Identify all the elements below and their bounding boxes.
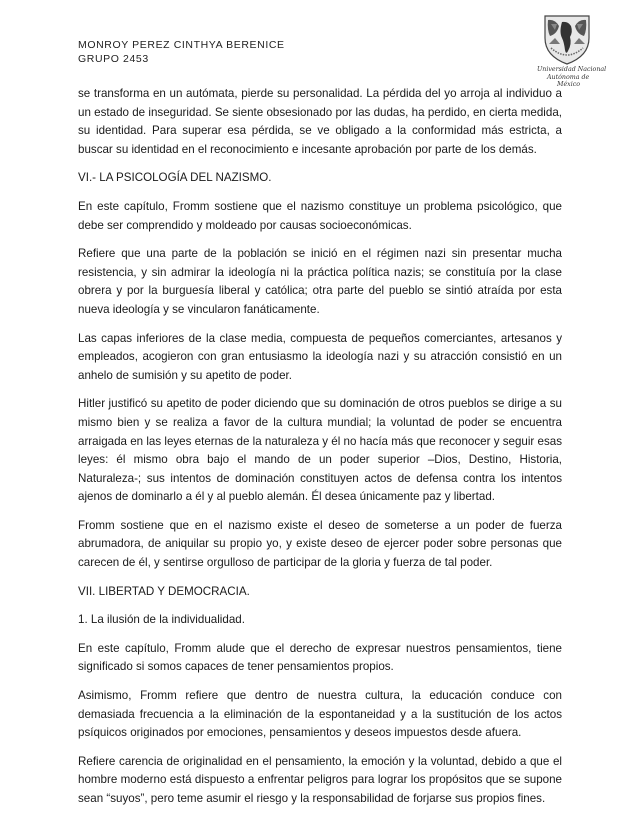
paragraph: Refiere que una parte de la población se inició en el régimen nazi sin presentar mucha resistencia, y sin admirar la ideología ni la práctica política nazis; se constituía por la clase obrera y por la burguesía liberal y católica; otra parte del pueblo se sintió atraída por esta nueva ideología y se vincularon fanáticamente.	[78, 247, 562, 316]
paragraph: Hitler justificó su apetito de poder diciendo que su dominación de otros pueblos se dirige a su mismo bien y se realiza a favor de la cultura mundial; la voluntad de poder se encuentra arraigada en las leyes eternas de la naturaleza y él no hacía más que reconocer y seguir esas leyes: él mismo obra bajo el mando de un poder superior –Dios, Destino, Historia, Naturaleza-; sus intentos de dominación constituyen actos de defensa contra los intentos ajenos de dominarlo a él y al pueblo alemán. Él desea únicamente paz y libertad.	[78, 397, 562, 504]
paragraph: Fromm sostiene que en el nazismo existe el deseo de someterse a un poder de fuerza abrumadora, de aniquilar su propio yo, y existe deseo de ejercer poder sobre personas que carecen de él, y sentirse orgulloso de participar de la gloria y fuerza de tal poder.	[78, 518, 562, 570]
paragraph: En este capítulo, Fromm sostiene que el nazismo constituye un problema psicológico, que debe ser comprendido y moldeado por causas socioeconómicas.	[78, 199, 562, 232]
university-line-2: Autónoma de	[547, 73, 590, 81]
subsection-heading: 1. La ilusión de la individualidad.	[78, 613, 245, 627]
author-name: MONROY PEREZ CINTHYA BERENICE	[78, 39, 285, 51]
university-line-3: México	[557, 81, 581, 89]
document-body	[78, 85, 562, 819]
paragraph: se transforma en un autómata, pierde su personalidad. La pérdida del yo arroja al individuo a un estado de inseguridad. Se siente obsesionado por las dudas, ha perdido, en cierta medida, su identidad. Para superar esa pérdida, se ve obligado a la conformidad más estricta, a buscar su identidad en el reconocimiento e incesante aprobación por parte de los demás.	[78, 87, 562, 156]
document-header	[78, 38, 285, 66]
paragraph: Refiere carencia de originalidad en el pensamiento, la emoción y la voluntad, debido a que el hombre moderno está dispuesto a enfrentar peligros para lograr los propósitos que se supone sean “suyos”, pero teme asumir el riesgo y la responsabilidad de forjarse sus propios fines.	[78, 754, 562, 805]
paragraph: Las capas inferiores de la clase media, compuesta de pequeños comerciantes, artesanos y empleados, acogieron con gran entusiasmo la ideología nazi y su atracción consistió en un anhelo de sumisión y su apetito de poder.	[78, 331, 562, 382]
section-heading: VII. LIBERTAD Y DEMOCRACIA.	[78, 584, 250, 598]
group-label: GRUPO 2453	[78, 53, 149, 65]
university-line-1: Universidad Nacional	[537, 66, 607, 73]
section-heading: VI.- LA PSICOLOGÍA DEL NAZISMO.	[78, 171, 272, 185]
paragraph: En este capítulo, Fromm alude que el derecho de expresar nuestros pensamientos, tiene significado si somos capaces de tener pensamientos propios.	[78, 641, 562, 674]
paragraph: Asimismo, Fromm refiere que dentro de nuestra cultura, la educación conduce con demasiada frecuencia a la eliminación de la espontaneidad y a la sustitución de los actos psíquicos originados por emociones, pensamientos y deseos impuestos desde afuera.	[78, 689, 562, 740]
